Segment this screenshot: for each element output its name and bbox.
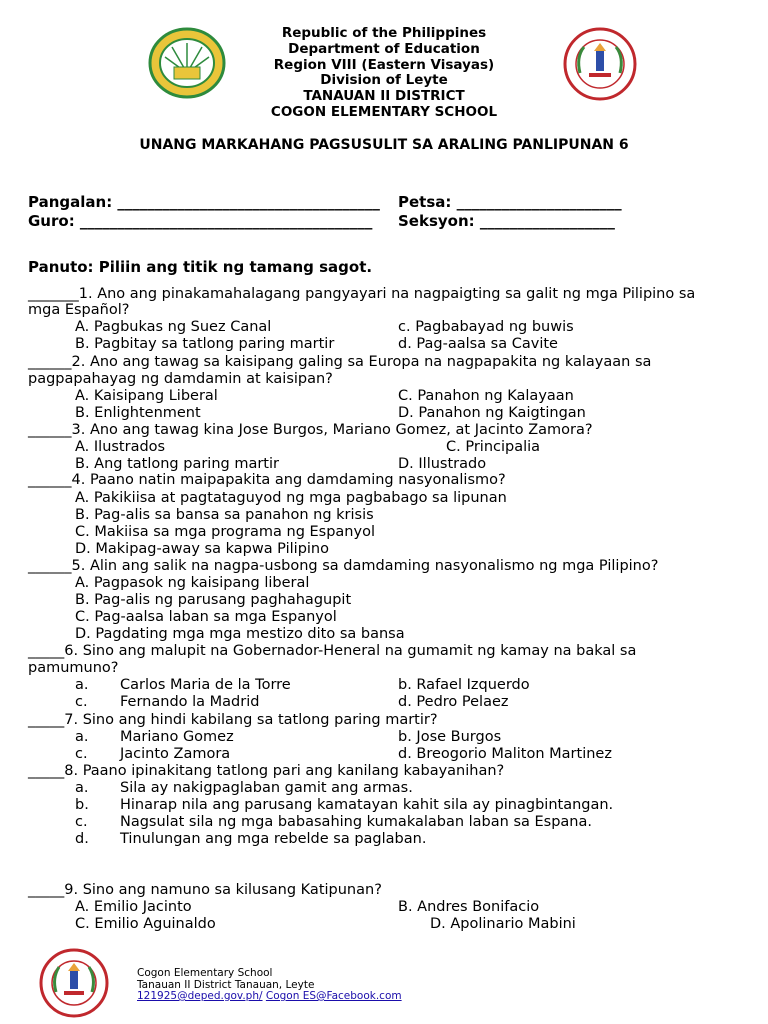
q2-option-b: B. Enlightenment <box>75 405 201 421</box>
teacher-field: Guro: _______________________________________ <box>28 212 373 230</box>
q4-option-b: B. Pag-alis sa bansa sa panahon ng krisis <box>75 507 374 523</box>
question-4-text: ______4. Paano natin maipapakita ang damdaming nasyonalismo? <box>28 472 506 488</box>
footer-address: Tanauan II District Tanauan, Leyte <box>137 978 315 991</box>
q8-option-a-text: Sila ay nakigpaglaban gamit ang armas. <box>120 780 413 796</box>
header-district: TANAUAN II DISTRICT <box>303 88 465 105</box>
q1-option-a: A. Pagbukas ng Suez Canal <box>75 319 272 335</box>
q4-option-a: A. Pakikiisa at pagtataguyod ng mga pagbabago sa lipunan <box>75 490 507 506</box>
question-9-text: _____9. Sino ang namuno sa kilusang Katipunan? <box>28 882 382 898</box>
q8-option-b-text: Hinarap nila ang parusang kamatayan kahit sila ay pinagbintangan. <box>120 797 614 813</box>
q6-option-c-text: Fernando la Madrid <box>120 694 260 710</box>
q9-option-d: D. Apolinario Mabini <box>430 916 576 932</box>
q2-option-d: D. Panahon ng Kaigtingan <box>398 405 586 421</box>
q3-option-c: C. Principalia <box>446 439 541 455</box>
q7-option-a-text: Mariano Gomez <box>120 729 234 745</box>
q6-option-a-letter: a. <box>75 677 89 693</box>
q4-option-d: D. Makipag-away sa kapwa Pilipino <box>75 541 329 557</box>
q6-option-b: b. Rafael Izquerdo <box>398 677 530 693</box>
q2-option-a: A. Kaisipang Liberal <box>75 388 218 404</box>
q7-option-c-letter: c. <box>75 746 88 762</box>
q6-option-d: d. Pedro Pelaez <box>398 694 509 710</box>
header-school: COGON ELEMENTARY SCHOOL <box>270 103 498 120</box>
q3-option-a: A. Ilustrados <box>75 439 166 455</box>
q5-option-b: B. Pag-alis ng parusang paghahagupit <box>75 592 352 608</box>
q8-option-d-letter: d. <box>75 831 89 847</box>
q7-option-d: d. Breogorio Maliton Martinez <box>398 746 612 762</box>
q4-option-c: C. Makiisa sa mga programa ng Espanyol <box>75 524 375 540</box>
header-lines <box>0 26 768 121</box>
question-8-text: _____8. Paano ipinakitang tatlong pari ang kanilang kabayanihan? <box>28 763 505 779</box>
question-1-text: _______1. Ano ang pinakamahalagang pangyayari na nagpaigting sa galit ng mga Pilipino sa <box>28 286 696 302</box>
q3-option-b: B. Ang tatlong paring martir <box>75 456 279 472</box>
footer-email-link[interactable]: 121925@deped.gov.ph/ <box>137 990 263 1002</box>
header-region: Region VIII (Eastern Visayas) <box>273 56 495 73</box>
instructions: Panuto: Piliin ang titik ng tamang sagot. <box>28 258 373 276</box>
question-6-text-cont: pamumuno? <box>28 660 119 676</box>
q7-option-c-text: Jacinto Zamora <box>120 746 231 762</box>
footer-contact <box>137 991 402 1003</box>
q2-option-c: C. Panahon ng Kalayaan <box>398 388 574 404</box>
q9-option-a: A. Emilio Jacinto <box>75 899 192 915</box>
question-2-text: ______2. Ano ang tawag sa kaisipang galing sa Europa na nagpapakita ng kalayaan sa <box>28 354 652 370</box>
q9-option-b: B. Andres Bonifacio <box>398 899 540 915</box>
q5-option-c: C. Pag-aalsa laban sa mga Espanyol <box>75 609 337 625</box>
question-7-text: _____7. Sino ang hindi kabilang sa tatlong paring martir? <box>28 712 438 728</box>
q6-option-a-text: Carlos Maria de la Torre <box>120 677 291 693</box>
exam-title: UNANG MARKAHANG PAGSUSULIT SA ARALING PANLIPUNAN 6 <box>139 137 629 153</box>
footer-school-seal <box>36 948 112 1018</box>
footer-info <box>137 968 402 1003</box>
q7-option-a-letter: a. <box>75 729 89 745</box>
q7-option-b: b. Jose Burgos <box>398 729 502 745</box>
footer-school: Cogon Elementary School <box>137 967 273 979</box>
q1-option-b: B. Pagbitay sa tatlong paring martir <box>75 336 335 352</box>
q3-option-d: D. Illustrado <box>398 456 487 472</box>
question-5-text: ______5. Alin ang salik na nagpa-usbong sa damdaming nasyonalismo ng mga Pilipino? <box>28 558 659 574</box>
q8-option-a-letter: a. <box>75 780 89 796</box>
q5-option-a: A. Pagpasok ng kaisipang liberal <box>75 575 310 591</box>
date-field: Petsa: ______________________ <box>398 193 622 211</box>
question-6-text: _____6. Sino ang malupit na Gobernador-Heneral na gumamit ng kamay na bakal sa <box>28 643 637 659</box>
header-republic: Republic of the Philippines <box>281 25 487 41</box>
q8-option-b-letter: b. <box>75 797 89 813</box>
q5-option-d: D. Pagdating mga mga mestizo dito sa bansa <box>75 626 405 642</box>
q9-option-c: C. Emilio Aguinaldo <box>75 916 216 932</box>
q8-option-d-text: Tinulungan ang mga rebelde sa paglaban. <box>120 831 427 847</box>
footer-facebook-link[interactable]: Cogon ES@Facebook.com <box>265 990 402 1002</box>
q8-option-c-text: Nagsulat sila ng mga babasahing kumakalaban laban sa Espana. <box>120 814 592 830</box>
question-3-text: ______3. Ano ang tawag kina Jose Burgos, Mariano Gomez, at Jacinto Zamora? <box>28 422 593 438</box>
q1-option-d: d. Pag-aalsa sa Cavite <box>398 336 558 352</box>
section-field: Seksyon: __________________ <box>398 212 615 230</box>
q6-option-c-letter: c. <box>75 694 88 710</box>
name-field: Pangalan: ___________________________________ <box>28 193 380 211</box>
header-division: Division of Leyte <box>320 72 448 89</box>
question-1-text-cont: mga Español? <box>28 302 130 318</box>
question-2-text-cont: pagpapahayag ng damdamin at kaisipan? <box>28 371 333 387</box>
header-deped: Department of Education <box>288 40 480 57</box>
q8-option-c-letter: c. <box>75 814 88 830</box>
q1-option-c: c. Pagbabayad ng buwis <box>398 319 574 335</box>
